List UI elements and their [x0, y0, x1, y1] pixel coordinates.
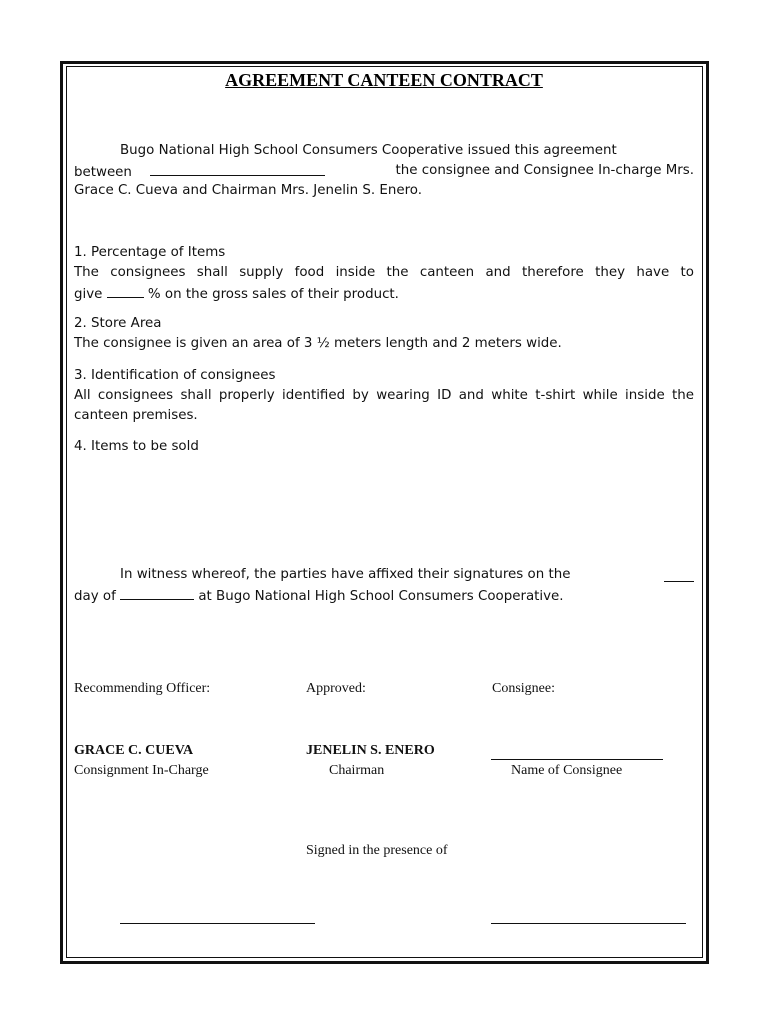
- witness-signature-line-2[interactable]: [491, 923, 686, 924]
- approved-name: JENELIN S. ENERO: [306, 743, 435, 758]
- section-1-line-2: give % on the gross sales of their product.: [74, 283, 694, 305]
- section-2-heading: 2. Store Area: [74, 316, 162, 331]
- document-title: AGREEMENT CANTEEN CONTRACT: [225, 70, 543, 90]
- witness-signature-line-1[interactable]: [120, 923, 315, 924]
- section-3-text: All consignees shall properly identified by wearing ID and white t-shirt while inside the canteen premises.: [74, 388, 694, 423]
- consignee-title: Name of Consignee: [511, 763, 623, 778]
- intro-line-1: Bugo National High School Consumers Cooperative issued this agreement: [120, 143, 617, 158]
- section-3-heading: 3. Identification of consignees: [74, 368, 276, 383]
- witness-line-2: day of at Bugo National High School Consumers Cooperative.: [74, 585, 694, 607]
- section-1-line-1: The consignees shall supply food inside the canteen and therefore they have to: [74, 265, 694, 280]
- section-2-text: The consignee is given an area of 3 ½ meters length and 2 meters wide.: [74, 336, 562, 351]
- approved-label: Approved:: [306, 681, 366, 696]
- approved-title: Chairman: [329, 763, 385, 778]
- percentage-blank[interactable]: [107, 283, 144, 298]
- intro-line-3: Grace C. Cueva and Chairman Mrs. Jenelin S. Enero.: [74, 183, 423, 198]
- recommending-officer-label: Recommending Officer:: [74, 681, 211, 696]
- recommending-officer-title: Consignment In-Charge: [74, 763, 209, 778]
- month-blank[interactable]: [120, 585, 194, 600]
- recommending-officer-name: GRACE C. CUEVA: [74, 743, 194, 758]
- section-1-heading: 1. Percentage of Items: [74, 245, 226, 260]
- consignee-blank[interactable]: [150, 161, 325, 176]
- day-blank[interactable]: [664, 567, 694, 582]
- consignee-label: Consignee:: [492, 681, 555, 696]
- witness-line-1: In witness whereof, the parties have affixed their signatures on the: [74, 565, 694, 585]
- intro-line-2: between the consignee and Consignee In-charge Mrs.: [74, 163, 694, 180]
- consignee-signature-line[interactable]: [491, 759, 663, 760]
- presence-label: Signed in the presence of: [306, 843, 448, 858]
- section-4-heading: 4. Items to be sold: [74, 439, 199, 454]
